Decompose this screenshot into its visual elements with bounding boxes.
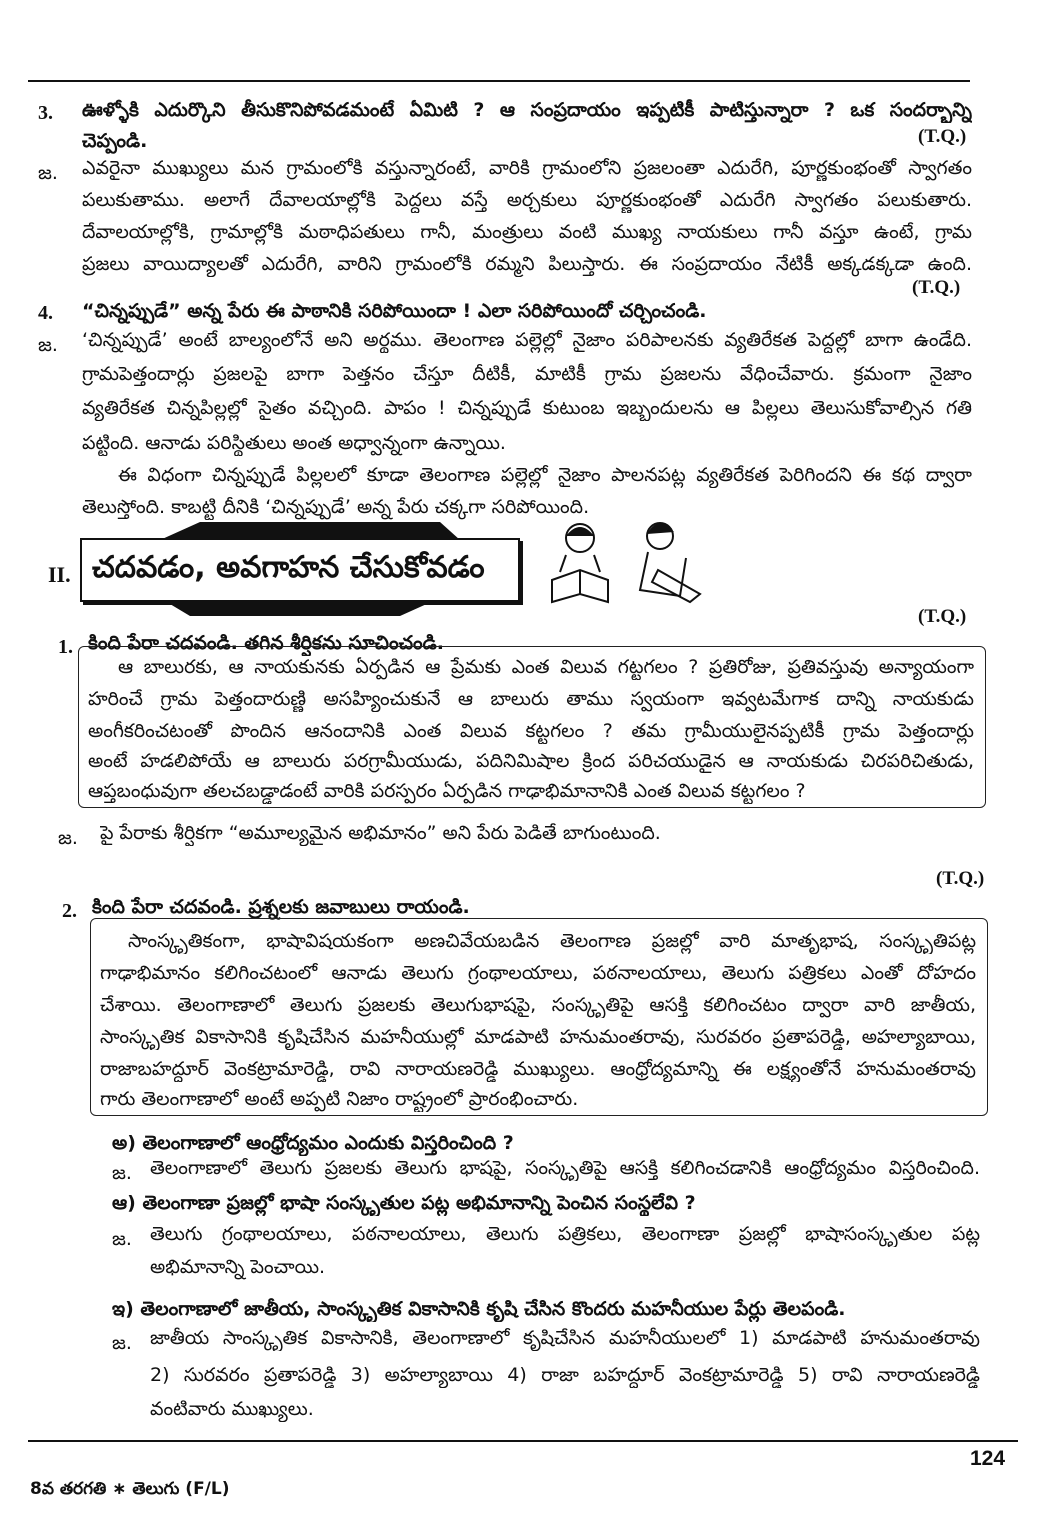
question-text: “చిన్నప్పుడే” అన్న పేరు ఈ పాఠానికి సరిపోయిందా ! ఎలా సరిపోయిందో చర్చించండి. xyxy=(82,300,707,322)
answer-text: ‘చిన్నప్పుడే’ అంటే బాల్యంలోనే అని అర్థము. తెలంగాణ పల్లెల్లో నైజాం పరిపాలనకు వ్యతిరేకత పెద్దల్లో బాగా ఉండేది. xyxy=(82,329,972,351)
answer-text: తెలుస్తోంది. కాబట్టి దీనికి ‘చిన్నప్పుడే’ అన్న పేరు చక్కగా సరిపోయింది. xyxy=(82,496,590,518)
question-number: 1. xyxy=(58,636,73,658)
answer-marker: జ. xyxy=(38,334,58,356)
section-numeral: II. xyxy=(48,562,71,587)
answer-text: వ్యతిరేకత చిన్నపిల్లల్లో సైతం వచ్చింది. పాపం ! చిన్నప్పుడే కుటుంబ ఇబ్బందులను ఆ పిల్లలు తెలుసుకోవాల్సిన గతి xyxy=(82,397,972,419)
answer-text: పట్టింది. ఆనాడు పరిస్థితులు అంత అధ్వాన్నంగా ఉన్నాయి. xyxy=(82,432,506,454)
sub-question: ఆ) తెలంగాణా ప్రజల్లో భాషా సంస్కృతుల పట్ల అభిమానాన్ని పెంచిన సంస్థలేవి ? xyxy=(112,1192,696,1214)
reading-children-illustration xyxy=(540,510,720,605)
answer-text: అభిమానాన్ని పెంచాయి. xyxy=(150,1256,326,1278)
page-number: 124 xyxy=(970,1447,1006,1470)
answer-text: తెలంగాణాలో తెలుగు ప్రజలకు తెలుగు భాషపై, సంస్కృతిపై ఆసక్తి కలిగించడానికి ఆంధ్రోద్యమం విస్తరించింది. xyxy=(150,1157,980,1179)
section-title: చదవడం, అవగాహన చేసుకోవడం xyxy=(92,550,485,585)
answer-text: వంటివారు ముఖ్యులు. xyxy=(150,1398,314,1420)
question-text: ఊళ్ళోకి ఎదుర్కొని తీసుకొనిపోవడమంటే ఏమిటి ? ఆ సంప్రదాయం ఇప్పటికీ పాటిస్తున్నారా ? ఒక సందర్భాన్ని xyxy=(82,99,972,121)
passage-line: సాంస్కృతిక వికాసానికి కృషిచేసిన మహనీయుల్లో మాడపాటి హనుమంతరావు, సురవరం ప్రతాపరెడ్డి, అహల్యాబాయి, xyxy=(100,1026,976,1048)
passage-line: హరించే గ్రామ పెత్తందారుణ్ణి అసహ్యించుకునే ఆ బాలురు తాము స్వయంగా ఇవ్వటమేగాక దాన్ని నాయకుడు xyxy=(88,688,974,710)
answer-marker: జ. xyxy=(58,827,78,849)
question-number: 4. xyxy=(38,302,53,324)
passage-line: ఆ బాలురకు, ఆ నాయకునకు ఏర్పడిన ఆ ప్రేమకు ఎంత విలువ గట్టగలం ? ప్రతిరోజు, ప్రతివస్తువు అన్యాయంగా xyxy=(118,656,974,678)
passage-line: చేశాయి. తెలంగాణాలో తెలుగు ప్రజలకు తెలుగుభాషపై, సంస్కృతిపై ఆసక్తి కలిగించటం ద్వారా వారి జాతీయ, xyxy=(100,994,976,1016)
answer-marker: జ. xyxy=(112,1332,132,1354)
question-number: 3. xyxy=(38,102,53,124)
answer-text: 2) సురవరం ప్రతాపరెడ్డి 3) అహల్యాబాయి 4) రాజా బహద్దూర్ వెంకట్రామారెడ్డి 5) రావి నారాయణరెడ్డి xyxy=(150,1364,980,1386)
passage-line: గాఢాభిమానం కలిగించటంలో ఆనాడు తెలుగు గ్రంథాలయాలు, పఠనాలయాలు, తెలుగు పత్రికలు ఎంతో దోహదం xyxy=(100,962,976,984)
passage-line: రాజాబహద్దూర్ వెంకట్రామారెడ్డి, రావి నారాయణరెడ్డి ముఖ్యులు. ఆంధ్రోద్యమాన్ని ఈ లక్ష్యంతోనే హనుమంతరావు xyxy=(100,1058,976,1080)
passage-line: ఆప్తబంధువుగా తలచబడ్డాడంటే వారికి పరస్పరం ఏర్పడిన గాఢాభిమానానికి ఎంత విలువ కట్టగలం ? xyxy=(88,780,806,802)
answer-text: పలుకుతాము. అలాగే దేవాలయాల్లోకి పెద్దలు వస్తే అర్చకులు పూర్ణకుంభంతో ఎదురేగి స్వాగతం పలుకుతారు. xyxy=(82,189,972,211)
passage-line: అంటే హడలిపోయే ఆ బాలురు పరగ్రామీయుడు, పదినిమిషాల క్రింద పరిచయుడైన ఆ నాయకుడు చిరపరిచితుడు, xyxy=(88,750,974,772)
answer-text: తెలుగు గ్రంథాలయాలు, పఠనాలయాలు, తెలుగు పత్రికలు, తెలంగాణా ప్రజల్లో భాషాసంస్కృతుల పట్ల xyxy=(150,1223,980,1245)
question-text: కింది పేరా చదవండి. తగిన శీర్షికను సూచించండి. xyxy=(88,632,444,654)
sub-question: అ) తెలంగాణాలో ఆంధ్రోద్యమం ఎందుకు విస్తరించింది ? xyxy=(112,1132,514,1154)
sub-question: ఇ) తెలంగాణాలో జాతీయ, సాంస్కృతిక వికాసానికి కృషి చేసిన కొందరు మహనీయుల పేర్లు తెలపండి. xyxy=(112,1298,846,1320)
answer-text: దేవాలయాల్లోకి, గ్రామాల్లోకి మఠాధిపతులు గానీ, మంత్రులు వంటి ముఖ్య నాయకులు గానీ వస్తూ ఉంటే, గ్రామ xyxy=(82,221,972,243)
top-rule xyxy=(28,80,970,82)
answer-text: గ్రామపెత్తందార్లు ప్రజలపై బాగా పెత్తనం చేస్తూ దీటికీ, మాటికీ గ్రామ ప్రజలను వేధించేవారు. క్రమంగా నైజాం xyxy=(82,363,972,385)
answer-marker: జ. xyxy=(38,162,58,184)
passage-line: గారు తెలంగాణాలో అంటే అప్పటి నిజాం రాష్ట్రంలో ప్రారంభించారు. xyxy=(100,1088,579,1110)
passage-line: అంగీకరించటంతో పొందిన ఆనందానికి ఎంత విలువ కట్టగలం ? తమ గ్రామీయులైనప్పటికీ గ్రామ పెత్తందార్లు xyxy=(88,720,974,742)
question-number: 2. xyxy=(62,900,77,922)
answer-text: ఎవరైనా ముఖ్యులు మన గ్రామంలోకి వస్తున్నారంటే, వారికి గ్రామంలోని ప్రజలంతా ఎదురేగి, పూర్ణకుంభంతో స్వాగతం xyxy=(82,157,972,179)
answer-text: ప్రజలు వాయిద్యాలతో ఎదురేగి, వారిని గ్రామంలోకి రమ్మని పిలుస్తారు. ఈ సంప్రదాయం నేటికీ అక్కడక్కడా ఉంది. xyxy=(82,253,972,275)
passage-line: సాంస్కృతికంగా, భాషావిషయకంగా అణచివేయబడిన తెలంగాణ ప్రజల్లో వారి మాతృభాష, సంస్కృతిపట్ల xyxy=(128,930,976,952)
tq-label: (T.Q.) xyxy=(912,277,961,298)
question-text: కింది పేరా చదవండి. ప్రశ్నలకు జవాబులు రాయండి. xyxy=(92,896,470,918)
answer-marker: జ. xyxy=(112,1162,132,1184)
book-footer: 8వ తరగతి ∗ తెలుగు (F/L) xyxy=(30,1479,230,1499)
tq-label: (T.Q.) xyxy=(918,606,967,627)
answer-marker: జ. xyxy=(112,1228,132,1250)
question-text: చెప్పండి. xyxy=(82,130,148,152)
answer-text: పై పేరాకు శీర్షికగా “అమూల్యమైన అభిమానం” అని పేరు పెడితే బాగుంటుంది. xyxy=(100,822,661,844)
answer-text: ఈ విధంగా చిన్నప్పుడే పిల్లలలో కూడా తెలంగాణ పల్లెల్లో నైజాం పాలనపట్ల వ్యతిరేకత పెరిగిందని ఈ కథ ద్వారా xyxy=(118,464,972,486)
tq-label: (T.Q.) xyxy=(936,868,985,889)
answer-text: జాతీయ సాంస్కృతిక వికాసానికి, తెలంగాణాలో కృషిచేసిన మహనీయులలో 1) మాడపాటి హనుమంతరావు xyxy=(150,1327,980,1349)
bottom-rule xyxy=(28,1440,1018,1442)
section-title-box xyxy=(80,538,520,602)
tq-label: (T.Q.) xyxy=(918,126,967,147)
